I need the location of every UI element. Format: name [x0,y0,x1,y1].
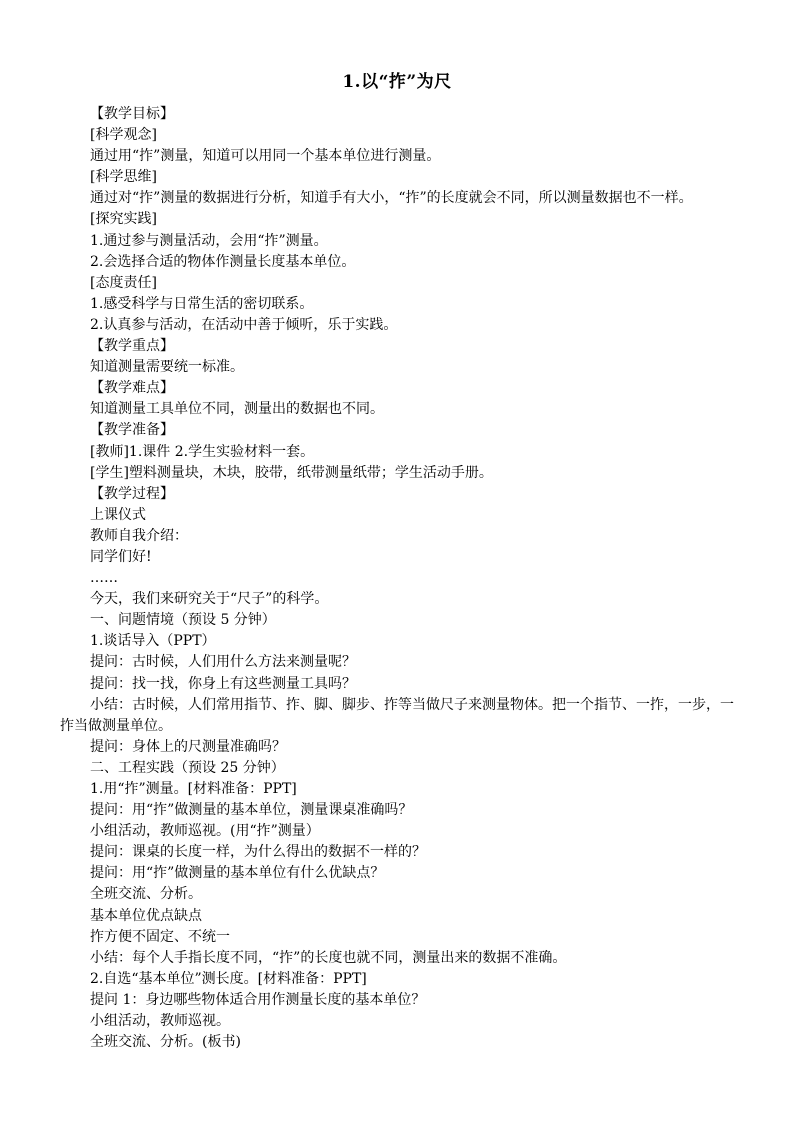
paragraph-line: 【教学准备】 [90,422,174,439]
paragraph-line: 2.会选择合适的物体作测量长度基本单位。 [90,253,356,270]
paragraph-line: [科学思维] [90,169,157,186]
paragraph-line: 通过用“拃”测量，知道可以用同一个基本单位进行测量。 [90,148,441,165]
paragraph-line: 提问：身体上的尺测量准确吗？ [90,738,286,755]
paragraph-line: 今天，我们来研究关于“尺子”的科学。 [90,591,329,608]
paragraph-line: …… [90,570,118,587]
paragraph-line: 小结：古时候，人们常用指节、拃、脚、脚步、拃等当做尺子来测量物体。把一个指节、一拃，一步，一拃当做测量单位。 [60,696,734,734]
paragraph-line: 2.自选“基本单位”测长度。[材料准备：PPT] [90,970,367,987]
paragraph-line: [学生]塑料测量块，木块，胶带，纸带测量纸带；学生活动手册。 [90,464,493,481]
paragraph-line: 【教学重点】 [90,338,174,355]
paragraph-line: 教师自我介绍： [90,527,188,544]
paragraph-line: [探究实践] [90,211,157,228]
paragraph-line: 【教学难点】 [90,380,174,397]
paragraph-line: 全班交流、分析。(板书) [90,1034,241,1051]
paragraph-line: 基本单位优点缺点 [90,907,202,924]
paragraph-line: 小组活动，教师巡视。(用“拃”测量） [90,823,320,840]
paragraph-line: 知道测量需要统一标准。 [90,359,244,376]
paragraph-line: 提问：找一找，你身上有这些测量工具吗？ [90,675,356,692]
paragraph-line: 拃方便不固定、不统一 [90,928,230,945]
paragraph-line: 通过对“拃”测量的数据进行分析，知道手有大小，“拃”的长度就会不同，所以测量数据也不一样。 [90,190,693,207]
paragraph-line: 提问：用“拃”做测量的基本单位，测量课桌准确吗？ [90,802,413,819]
paragraph-line: 提问：用“拃”做测量的基本单位有什么优缺点？ [90,865,385,882]
paragraph-line: 全班交流、分析。 [90,886,202,903]
paragraph-line: 1.谈话导入（PPT） [90,633,216,650]
paragraph-line: 【教学过程】 [90,485,174,502]
paragraph-line: 同学们好! [90,548,152,565]
paragraph-line: 一、问题情境（预设 5 分钟） [90,612,276,629]
paragraph-line: 1.通过参与测量活动，会用“拃”测量。 [90,232,328,249]
document-page [60,70,734,1053]
paragraph-line: 知道测量工具单位不同，测量出的数据也不同。 [90,401,384,418]
paragraph-line: [科学观念] [90,127,157,144]
paragraph-line: 1.用“拃”测量。[材料准备：PPT] [90,781,297,797]
paragraph-line: 小组活动，教师巡视。 [90,1013,230,1030]
paragraph-line: [态度责任] [90,274,157,291]
paragraph-line: 小结：每个人手指长度不同，“拃”的长度也就不同，测量出来的数据不准确。 [90,949,567,966]
document-title: 1.以“拃”为尺 [342,72,452,92]
paragraph-line: 提问：古时候，人们用什么方法来测量呢？ [90,654,356,671]
document-body [60,104,734,1053]
paragraph-line: [教师]1.课件 2.学生实验材料一套。 [90,443,315,460]
paragraph-line: 【教学目标】 [90,106,174,122]
paragraph-line: 二、工程实践（预设 25 分钟） [90,759,285,776]
paragraph-line: 上课仪式 [90,506,146,523]
paragraph-line: 2.认真参与活动，在活动中善于倾听，乐于实践。 [90,316,398,333]
paragraph-line: 提问 1：身边哪些物体适合用作测量长度的基本单位？ [90,991,426,1008]
paragraph-line: 提问：课桌的长度一样，为什么得出的数据不一样的？ [90,844,426,861]
paragraph-line: 1.感受科学与日常生活的密切联系。 [90,295,314,312]
